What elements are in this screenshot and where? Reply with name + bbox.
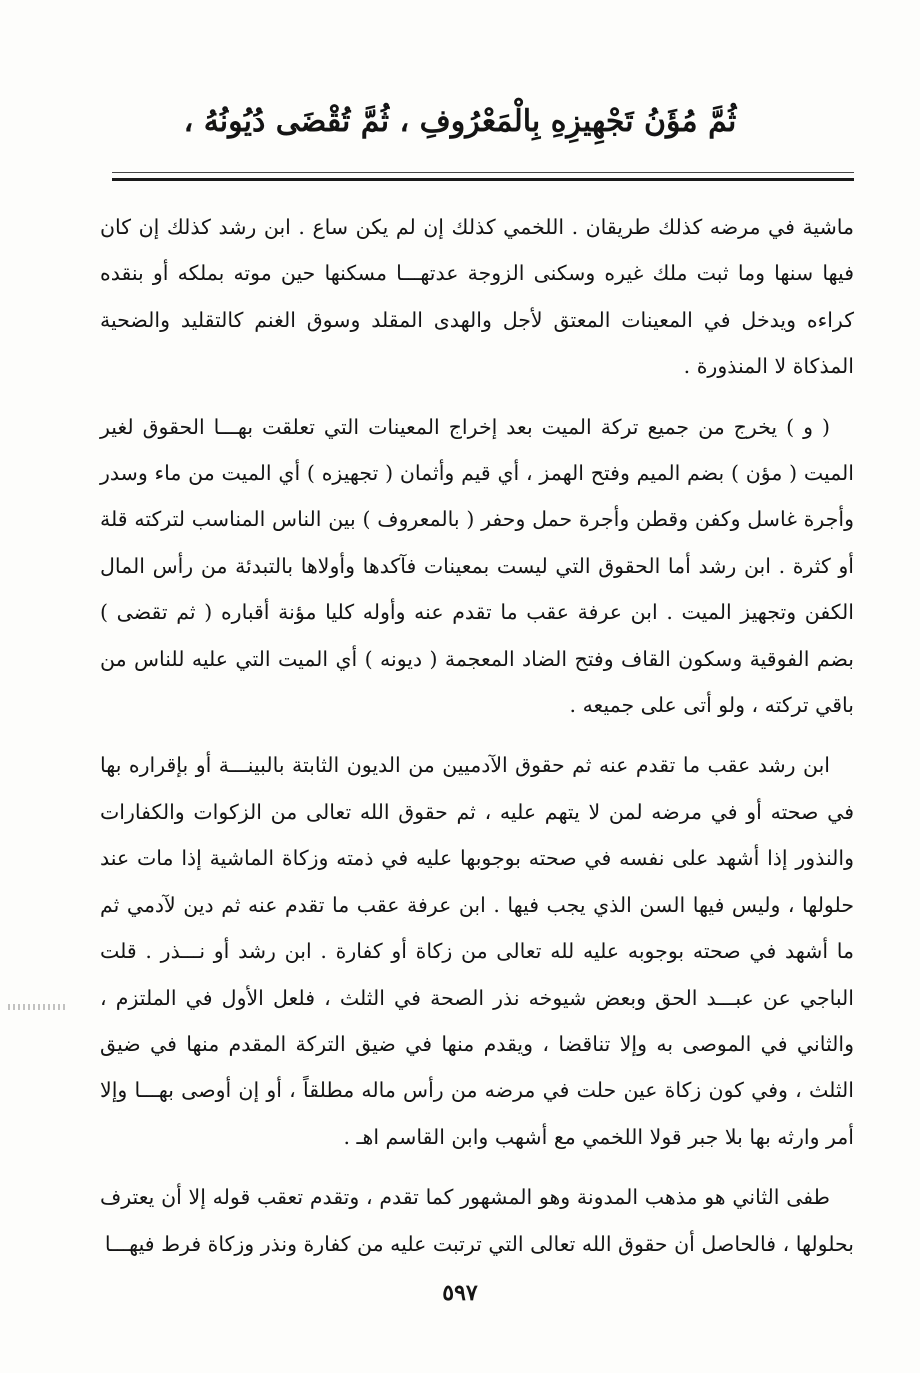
- page-header-title: ثُمَّ مُؤَنُ تَجْهِيزِهِ بِالْمَعْرُوفِ ، ثُمَّ تُقْضَى دُيُونُهُ ،: [183, 104, 737, 139]
- header-rule-thin: [112, 172, 854, 173]
- page-number: ٥٩٧: [442, 1280, 478, 1306]
- paragraph-1: ماشية في مرضه كذلك طريقان . اللخمي كذلك إن لم يكن ساع . ابن رشد كذلك إن كان فيها سنها وما ثبت ملك غيره وسكنى الزوجة عدتهـــا مسكنها حين موته بملكه أو بنقده كراءه ويدخل في المعينات المعتق لأجل والهدى المقلد وسوق الغنم كالتقليد والضحية المذكاة لا المنذورة .: [100, 215, 854, 379]
- body-text: [100, 204, 854, 1267]
- header-rule: [112, 178, 854, 181]
- paragraph-2: ( و ) يخرج من جميع تركة الميت بعد إخراج المعينات التي تعلقت بهـــا الحقوق لغير الميت ( مؤن ) بضم الميم وفتح الهمز ، أي قيم وأثمان ( تجهيزه ) أي الميت من ماء وسدر وأجرة غاسل وكفن وقطن وأجرة حمل وحفر ( بالمعروف ) بين الناس المناسب لتركته قلة أو كثرة . ابن رشد أما الحقوق التي ليست بمعينات فآكدها وأولاها بالتبدئة من رأس المال الكفن وتجهيز الميت . ابن عرفة عقب ما تقدم عنه وأوله كليا مؤنة أقباره ( ثم تقضى ) بضم الفوقية وسكون القاف وفتح الضاد المعجمة ( ديونه ) أي الميت التي عليه للناس من باقي تركته ، ولو أتى على جميعه .: [100, 414, 854, 718]
- paragraph-3: ابن رشد عقب ما تقدم عنه ثم حقوق الآدميين من الديون الثابتة بالبينـــة أو بإقراره بها في صحته أو في مرضه لمن لا يتهم عليه ، ثم حقوق الله تعالى من الزكوات والكفارات والنذور إذا أشهد على نفسه في صحته بوجوبها عليه في ذمته وزكاة الماشية إذا مات عند حلولها ، وليس فيها السن الذي يجب فيها . ابن عرفة عقب ما تقدم عنه ثم دين لآدمي ثم ما أشهد في صحته بوجوبه عليه لله تعالى من زكاة أو كفارة . ابن رشد أو نـــذر . قلت الباجي عن عبـــد الحق وبعض شيوخه نذر الصحة في الثلث ، فلعل الأول في الملتزم ، والثاني في الموصى به وإلا تناقضا ، ويقدم منها في ضيق التركة المقدم منها في ضيق الثلث ، وفي كون زكاة عين حلت في مرضه من رأس ماله مطلقاً ، أو إن أوصى بهـــا وإلا أمر وارثه بها بلا جبر قولا اللخمي مع أشهب وابن القاسم اهـ .: [100, 753, 854, 1149]
- paragraph-4: طفى الثاني هو مذهب المدونة وهو المشهور كما تقدم ، وتقدم تعقب قوله إلا أن يعترف بحلولها ، فالحاصل أن حقوق الله تعالى التي ترتبت عليه من كفارة ونذر وزكاة فرط فيهـــا: [100, 1185, 854, 1256]
- margin-scan-mark: [8, 1004, 68, 1010]
